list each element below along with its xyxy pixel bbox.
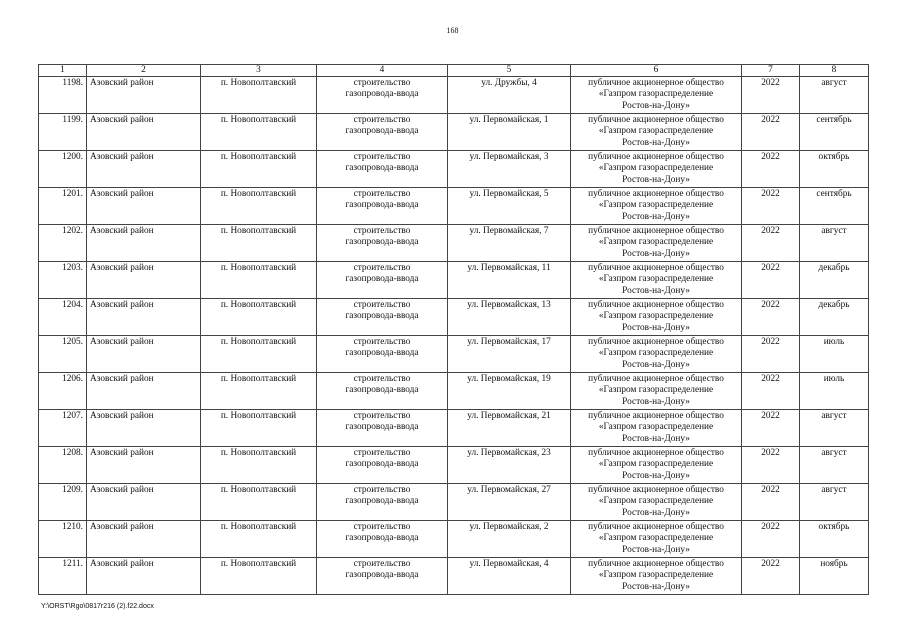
- work-cell-line: газопровода-ввода: [345, 163, 419, 174]
- settlement-cell: п. Новополтавский: [201, 447, 317, 484]
- organization-cell-line: публичное акционерное общество: [588, 226, 724, 236]
- work-cell: [317, 336, 448, 373]
- organization-cell: [571, 114, 742, 151]
- row-number: 1207.: [39, 410, 87, 447]
- organization-cell: [571, 77, 742, 114]
- organization-cell: [571, 373, 742, 410]
- organization-cell: [571, 410, 742, 447]
- address-cell: ул. Первомайская, 17: [448, 336, 571, 373]
- organization-cell-line: «Газпром газораспределение: [598, 496, 714, 507]
- table-row: [39, 225, 869, 262]
- address-cell: ул. Первомайская, 1: [448, 114, 571, 151]
- row-number: 1205.: [39, 336, 87, 373]
- month-cell: октябрь: [800, 151, 869, 188]
- table-row: [39, 262, 869, 299]
- settlement-cell: п. Новополтавский: [201, 114, 317, 151]
- settlement-cell: п. Новополтавский: [201, 151, 317, 188]
- settlement-cell: п. Новополтавский: [201, 521, 317, 558]
- row-number: 1200.: [39, 151, 87, 188]
- organization-cell-line: «Газпром газораспределение: [598, 311, 714, 322]
- work-cell-line: газопровода-ввода: [345, 311, 419, 322]
- district-cell: Азовский район: [87, 484, 201, 521]
- organization-cell-line: публичное акционерное общество: [588, 189, 724, 199]
- work-cell: [317, 114, 448, 151]
- organization-cell-line: «Газпром газораспределение: [598, 570, 714, 581]
- year-cell: 2022: [742, 77, 800, 114]
- work-cell-line: строительство: [353, 337, 411, 347]
- organization-cell-line: Ростов-на-Дону»: [622, 322, 690, 333]
- address-cell: ул. Первомайская, 27: [448, 484, 571, 521]
- district-cell: Азовский район: [87, 151, 201, 188]
- organization-cell-line: Ростов-на-Дону»: [622, 100, 690, 111]
- work-cell-line: строительство: [353, 115, 411, 125]
- work-cell-line: газопровода-ввода: [345, 496, 419, 507]
- page-number: 168: [446, 26, 459, 35]
- organization-cell-line: публичное акционерное общество: [588, 300, 724, 310]
- work-cell-line: строительство: [353, 485, 411, 495]
- column-header: 6: [571, 65, 742, 77]
- table-row: [39, 447, 869, 484]
- column-header: 5: [448, 65, 571, 77]
- organization-cell-line: публичное акционерное общество: [588, 263, 724, 273]
- table-row: [39, 77, 869, 114]
- work-cell: [317, 484, 448, 521]
- organization-cell: [571, 521, 742, 558]
- column-header: 7: [742, 65, 800, 77]
- work-cell-line: строительство: [353, 411, 411, 421]
- work-cell-line: строительство: [353, 559, 411, 569]
- month-cell: август: [800, 447, 869, 484]
- district-cell: Азовский район: [87, 188, 201, 225]
- organization-cell-line: Ростов-на-Дону»: [622, 174, 690, 185]
- row-number: 1199.: [39, 114, 87, 151]
- work-cell: [317, 410, 448, 447]
- organization-cell: [571, 262, 742, 299]
- column-header: 4: [317, 65, 448, 77]
- month-cell: август: [800, 484, 869, 521]
- table-row: [39, 299, 869, 336]
- organization-cell-line: Ростов-на-Дону»: [622, 581, 690, 592]
- address-cell: ул. Первомайская, 19: [448, 373, 571, 410]
- organization-cell-line: Ростов-на-Дону»: [622, 137, 690, 148]
- address-cell: ул. Первомайская, 23: [448, 447, 571, 484]
- district-cell: Азовский район: [87, 262, 201, 299]
- year-cell: 2022: [742, 225, 800, 262]
- row-number: 1209.: [39, 484, 87, 521]
- year-cell: 2022: [742, 558, 800, 595]
- work-cell: [317, 151, 448, 188]
- work-cell: [317, 77, 448, 114]
- table-row: [39, 521, 869, 558]
- work-cell: [317, 447, 448, 484]
- settlement-cell: п. Новополтавский: [201, 225, 317, 262]
- month-cell: декабрь: [800, 299, 869, 336]
- work-cell: [317, 373, 448, 410]
- district-cell: Азовский район: [87, 521, 201, 558]
- work-cell: [317, 558, 448, 595]
- month-cell: сентябрь: [800, 114, 869, 151]
- organization-cell-line: публичное акционерное общество: [588, 522, 724, 532]
- row-number: 1198.: [39, 77, 87, 114]
- address-cell: ул. Первомайская, 5: [448, 188, 571, 225]
- organization-cell: [571, 299, 742, 336]
- year-cell: 2022: [742, 373, 800, 410]
- month-cell: август: [800, 77, 869, 114]
- work-cell-line: строительство: [353, 152, 411, 162]
- row-number: 1211.: [39, 558, 87, 595]
- month-cell: сентябрь: [800, 188, 869, 225]
- settlement-cell: п. Новополтавский: [201, 77, 317, 114]
- organization-cell-line: «Газпром газораспределение: [598, 348, 714, 359]
- organization-cell-line: Ростов-на-Дону»: [622, 396, 690, 407]
- work-cell: [317, 225, 448, 262]
- register-table: [38, 64, 869, 595]
- year-cell: 2022: [742, 447, 800, 484]
- month-cell: август: [800, 225, 869, 262]
- organization-cell-line: «Газпром газораспределение: [598, 274, 714, 285]
- organization-cell-line: «Газпром газораспределение: [598, 237, 714, 248]
- organization-cell-line: публичное акционерное общество: [588, 78, 724, 88]
- table-row: [39, 558, 869, 595]
- work-cell-line: газопровода-ввода: [345, 274, 419, 285]
- organization-cell: [571, 447, 742, 484]
- work-cell: [317, 262, 448, 299]
- organization-cell-line: публичное акционерное общество: [588, 337, 724, 347]
- work-cell-line: газопровода-ввода: [345, 385, 419, 396]
- year-cell: 2022: [742, 188, 800, 225]
- organization-cell-line: Ростов-на-Дону»: [622, 470, 690, 481]
- settlement-cell: п. Новополтавский: [201, 299, 317, 336]
- organization-cell-line: публичное акционерное общество: [588, 115, 724, 125]
- year-cell: 2022: [742, 521, 800, 558]
- work-cell: [317, 521, 448, 558]
- row-number: 1208.: [39, 447, 87, 484]
- row-number: 1204.: [39, 299, 87, 336]
- work-cell: [317, 299, 448, 336]
- work-cell-line: строительство: [353, 78, 411, 88]
- month-cell: август: [800, 410, 869, 447]
- district-cell: Азовский район: [87, 114, 201, 151]
- district-cell: Азовский район: [87, 558, 201, 595]
- work-cell-line: газопровода-ввода: [345, 533, 419, 544]
- address-cell: ул. Первомайская, 13: [448, 299, 571, 336]
- organization-cell-line: Ростов-на-Дону»: [622, 433, 690, 444]
- work-cell-line: газопровода-ввода: [345, 89, 419, 100]
- organization-cell-line: Ростов-на-Дону»: [622, 507, 690, 518]
- work-cell-line: строительство: [353, 189, 411, 199]
- column-header: 2: [87, 65, 201, 77]
- work-cell: [317, 188, 448, 225]
- organization-cell: [571, 558, 742, 595]
- year-cell: 2022: [742, 114, 800, 151]
- month-cell: июль: [800, 336, 869, 373]
- column-number-row: [39, 65, 869, 77]
- organization-cell-line: публичное акционерное общество: [588, 485, 724, 495]
- year-cell: 2022: [742, 336, 800, 373]
- address-cell: ул. Первомайская, 3: [448, 151, 571, 188]
- work-cell-line: строительство: [353, 226, 411, 236]
- table-row: [39, 336, 869, 373]
- year-cell: 2022: [742, 410, 800, 447]
- table-row: [39, 114, 869, 151]
- month-cell: ноябрь: [800, 558, 869, 595]
- organization-cell: [571, 336, 742, 373]
- work-cell-line: газопровода-ввода: [345, 348, 419, 359]
- month-cell: октябрь: [800, 521, 869, 558]
- district-cell: Азовский район: [87, 225, 201, 262]
- settlement-cell: п. Новополтавский: [201, 410, 317, 447]
- organization-cell-line: Ростов-на-Дону»: [622, 285, 690, 296]
- month-cell: декабрь: [800, 262, 869, 299]
- column-header: 8: [800, 65, 869, 77]
- district-cell: Азовский район: [87, 77, 201, 114]
- work-cell-line: строительство: [353, 263, 411, 273]
- address-cell: ул. Первомайская, 21: [448, 410, 571, 447]
- organization-cell-line: публичное акционерное общество: [588, 374, 724, 384]
- work-cell-line: газопровода-ввода: [345, 422, 419, 433]
- organization-cell-line: «Газпром газораспределение: [598, 422, 714, 433]
- organization-cell: [571, 484, 742, 521]
- table-row: [39, 484, 869, 521]
- year-cell: 2022: [742, 484, 800, 521]
- organization-cell-line: Ростов-на-Дону»: [622, 359, 690, 370]
- table-row: [39, 373, 869, 410]
- work-cell-line: строительство: [353, 300, 411, 310]
- district-cell: Азовский район: [87, 336, 201, 373]
- work-cell-line: газопровода-ввода: [345, 200, 419, 211]
- row-number: 1201.: [39, 188, 87, 225]
- organization-cell-line: Ростов-на-Дону»: [622, 248, 690, 259]
- organization-cell-line: публичное акционерное общество: [588, 559, 724, 569]
- settlement-cell: п. Новополтавский: [201, 484, 317, 521]
- address-cell: ул. Дружбы, 4: [448, 77, 571, 114]
- organization-cell-line: «Газпром газораспределение: [598, 89, 714, 100]
- address-cell: ул. Первомайская, 7: [448, 225, 571, 262]
- settlement-cell: п. Новополтавский: [201, 373, 317, 410]
- year-cell: 2022: [742, 299, 800, 336]
- organization-cell-line: Ростов-на-Дону»: [622, 544, 690, 555]
- organization-cell-line: Ростов-на-Дону»: [622, 211, 690, 222]
- address-cell: ул. Первомайская, 4: [448, 558, 571, 595]
- row-number: 1210.: [39, 521, 87, 558]
- settlement-cell: п. Новополтавский: [201, 188, 317, 225]
- district-cell: Азовский район: [87, 299, 201, 336]
- address-cell: ул. Первомайская, 11: [448, 262, 571, 299]
- work-cell-line: газопровода-ввода: [345, 570, 419, 581]
- organization-cell-line: «Газпром газораспределение: [598, 459, 714, 470]
- organization-cell-line: «Газпром газораспределение: [598, 126, 714, 137]
- organization-cell-line: «Газпром газораспределение: [598, 163, 714, 174]
- district-cell: Азовский район: [87, 447, 201, 484]
- table-row: [39, 188, 869, 225]
- organization-cell-line: публичное акционерное общество: [588, 152, 724, 162]
- settlement-cell: п. Новополтавский: [201, 336, 317, 373]
- district-cell: Азовский район: [87, 373, 201, 410]
- organization-cell-line: публичное акционерное общество: [588, 448, 724, 458]
- organization-cell-line: «Газпром газораспределение: [598, 385, 714, 396]
- year-cell: 2022: [742, 262, 800, 299]
- work-cell-line: газопровода-ввода: [345, 459, 419, 470]
- settlement-cell: п. Новополтавский: [201, 558, 317, 595]
- row-number: 1203.: [39, 262, 87, 299]
- address-cell: ул. Первомайская, 2: [448, 521, 571, 558]
- column-header: 3: [201, 65, 317, 77]
- organization-cell-line: «Газпром газораспределение: [598, 200, 714, 211]
- row-number: 1206.: [39, 373, 87, 410]
- district-cell: Азовский район: [87, 410, 201, 447]
- work-cell-line: строительство: [353, 522, 411, 532]
- organization-cell-line: публичное акционерное общество: [588, 411, 724, 421]
- organization-cell-line: «Газпром газораспределение: [598, 533, 714, 544]
- organization-cell: [571, 151, 742, 188]
- settlement-cell: п. Новополтавский: [201, 262, 317, 299]
- work-cell-line: газопровода-ввода: [345, 237, 419, 248]
- organization-cell: [571, 188, 742, 225]
- column-header: 1: [39, 65, 87, 77]
- table-row: [39, 151, 869, 188]
- table-row: [39, 410, 869, 447]
- work-cell-line: строительство: [353, 374, 411, 384]
- file-path-footer: Y:\ORST\Rgo\0817r216 (2).f22.docx: [41, 603, 154, 610]
- work-cell-line: газопровода-ввода: [345, 126, 419, 137]
- row-number: 1202.: [39, 225, 87, 262]
- month-cell: июль: [800, 373, 869, 410]
- work-cell-line: строительство: [353, 448, 411, 458]
- year-cell: 2022: [742, 151, 800, 188]
- organization-cell: [571, 225, 742, 262]
